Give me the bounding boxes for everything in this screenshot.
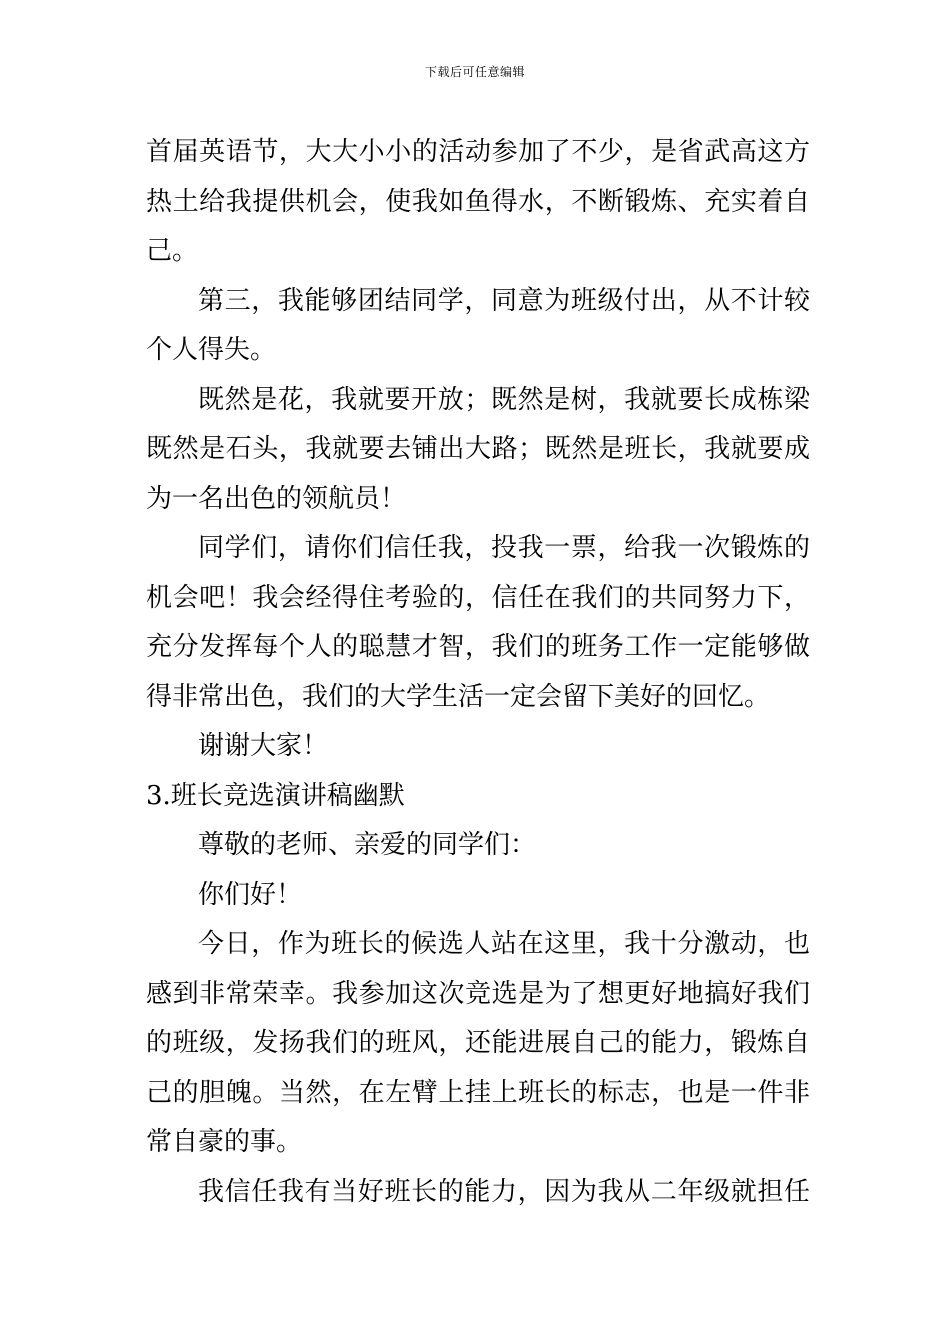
text-line: 常自豪的事。 bbox=[146, 1127, 303, 1157]
text-line: 首届英语节，大大小小的活动参加了不少，是省武高这方 bbox=[146, 137, 810, 167]
text-line: 充分发挥每个人的聪慧才智，我们的班务工作一定能够做 bbox=[146, 632, 810, 662]
document-body bbox=[146, 128, 810, 1217]
section-heading: 3.班长竞选演讲稿幽默 bbox=[146, 780, 405, 811]
text-line: 感到非常荣幸。我参加这次竞选是为了想更好地搞好我们 bbox=[146, 978, 810, 1009]
text-line: 今日，作为班长的候选人站在这里，我十分激动，也 bbox=[198, 929, 810, 959]
text-line: 的班级，发扬我们的班风，还能进展自己的能力，锻炼自 bbox=[146, 1028, 810, 1058]
page-header-note: 下载后可任意编辑 bbox=[424, 65, 525, 79]
text-line: 个人得失。 bbox=[146, 335, 277, 365]
text-line: 己的胆魄。当然，在左臂上挂上班长的标志，也是一件非 bbox=[146, 1077, 810, 1108]
greeting: 你们好！ bbox=[198, 879, 303, 910]
text-line: 第三，我能够团结同学，同意为班级付出，从不计较 bbox=[198, 285, 810, 316]
text-line: 既然是花，我就要开放；既然是树，我就要长成栋梁 bbox=[198, 384, 810, 415]
text-line: 既然是石头，我就要去铺出大路；既然是班长，我就要成 bbox=[146, 434, 810, 464]
text-line: 为一名出色的领航员！ bbox=[146, 483, 407, 514]
text-line: 得非常出色，我们的大学生活一定会留下美好的回忆。 bbox=[146, 681, 771, 712]
text-line: 热土给我提供机会，使我如鱼得水，不断锻炼、充实着自 bbox=[146, 186, 810, 217]
salutation: 尊敬的老师、亲爱的同学们： bbox=[198, 830, 537, 860]
text-line: 机会吧！我会经得住考验的，信任在我们的共同努力下， bbox=[146, 582, 810, 613]
text-line: 我信任我有当好班长的能力，因为我从二年级就担任 bbox=[198, 1176, 810, 1207]
text-line: 己。 bbox=[146, 236, 199, 266]
text-line: 同学们，请你们信任我，投我一票，给我一次锻炼的 bbox=[198, 533, 810, 563]
text-line: 谢谢大家！ bbox=[198, 731, 329, 761]
